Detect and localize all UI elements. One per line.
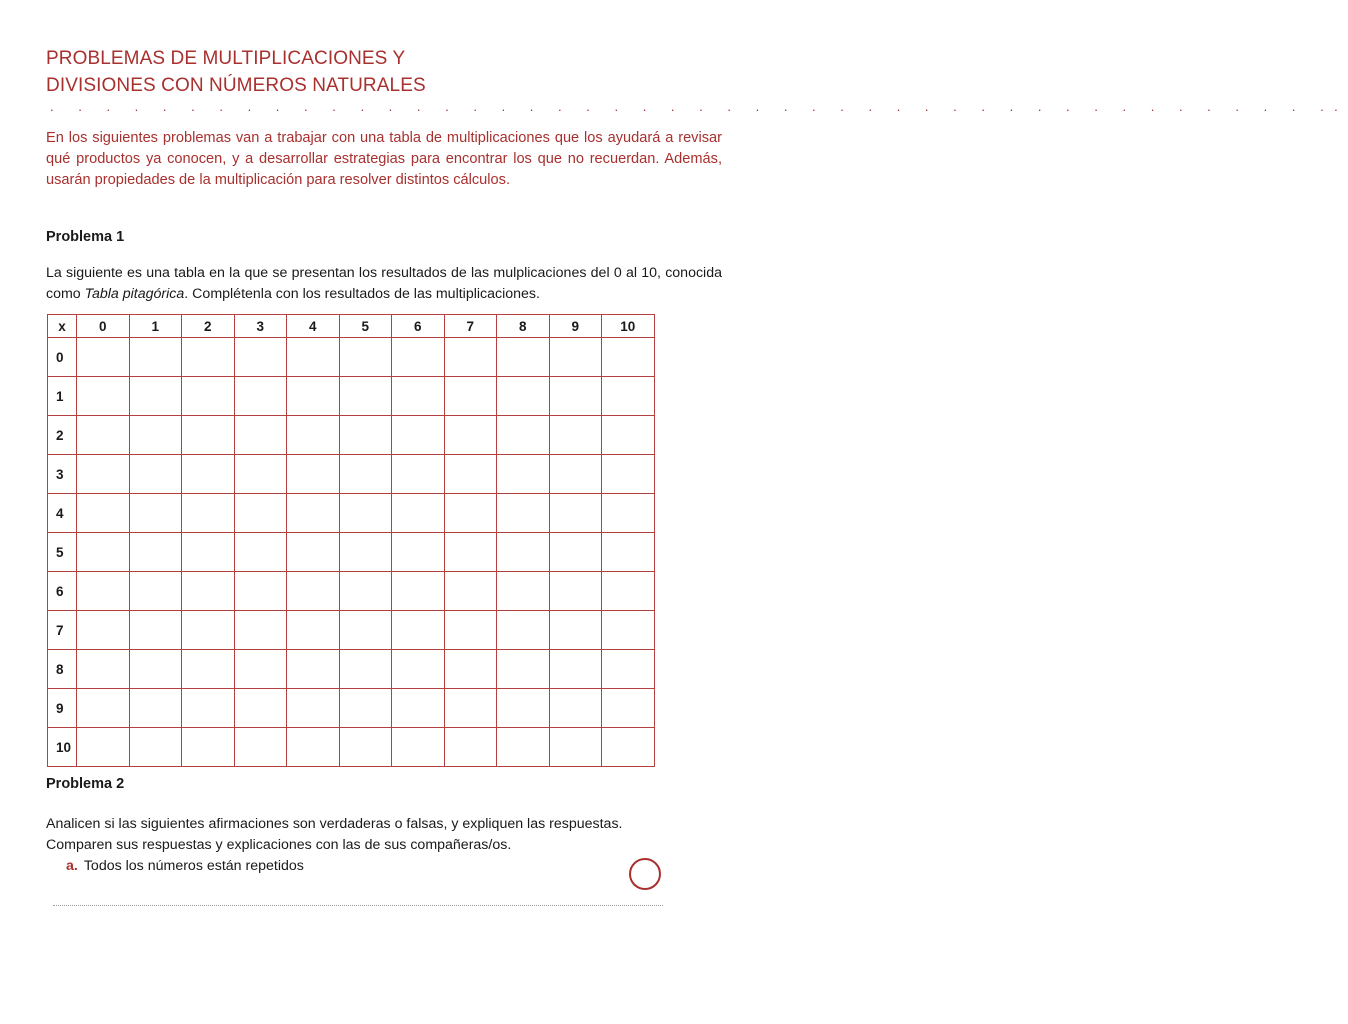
table-row [48, 572, 655, 611]
product-cell-3x0[interactable] [77, 455, 130, 494]
pythagorean-table [47, 314, 655, 767]
product-cell-4x7[interactable] [444, 494, 497, 533]
product-cell-3x6[interactable] [392, 455, 445, 494]
product-cell-10x6[interactable] [392, 728, 445, 767]
product-cell-6x9[interactable] [549, 572, 602, 611]
product-cell-4x10[interactable] [602, 494, 655, 533]
product-cell-4x8[interactable] [497, 494, 550, 533]
product-cell-9x8[interactable] [497, 689, 550, 728]
product-cell-7x7[interactable] [444, 611, 497, 650]
table-row [48, 455, 655, 494]
product-cell-6x3[interactable] [234, 572, 287, 611]
product-cell-1x3[interactable] [234, 377, 287, 416]
product-cell-8x6[interactable] [392, 650, 445, 689]
product-cell-3x2[interactable] [182, 455, 235, 494]
table-row [48, 689, 655, 728]
product-cell-5x10[interactable] [602, 533, 655, 572]
column-header-1: 1 [129, 315, 182, 338]
product-cell-0x3[interactable] [234, 338, 287, 377]
product-cell-1x7[interactable] [444, 377, 497, 416]
product-cell-6x10[interactable] [602, 572, 655, 611]
product-cell-3x10[interactable] [602, 455, 655, 494]
product-cell-5x0[interactable] [77, 533, 130, 572]
product-cell-2x9[interactable] [549, 416, 602, 455]
product-cell-7x0[interactable] [77, 611, 130, 650]
product-cell-7x2[interactable] [182, 611, 235, 650]
product-cell-3x9[interactable] [549, 455, 602, 494]
table-row [48, 416, 655, 455]
product-cell-9x6[interactable] [392, 689, 445, 728]
product-cell-0x5[interactable] [339, 338, 392, 377]
title-line-2: DIVISIONES CON NÚMEROS NATURALES [46, 75, 426, 96]
column-header-0: 0 [77, 315, 130, 338]
product-cell-3x4[interactable] [287, 455, 340, 494]
product-cell-7x9[interactable] [549, 611, 602, 650]
intro-paragraph: En los siguientes problemas van a trabajar con una tabla de multiplicaciones que los ayudará a revisar qué productos ya conocen, y a desarrollar estrategias para encontrar los que no recuerdan. Además, usarán propiedades de la multiplicación para resolver distintos cálculos. [46, 130, 722, 188]
product-cell-9x7[interactable] [444, 689, 497, 728]
statement-a-letter: a. [66, 858, 78, 874]
product-cell-2x1[interactable] [129, 416, 182, 455]
product-cell-6x1[interactable] [129, 572, 182, 611]
product-cell-0x2[interactable] [182, 338, 235, 377]
product-cell-5x2[interactable] [182, 533, 235, 572]
product-cell-10x8[interactable] [497, 728, 550, 767]
product-cell-2x6[interactable] [392, 416, 445, 455]
problem-2-text [46, 814, 686, 856]
product-cell-5x8[interactable] [497, 533, 550, 572]
table-row [48, 338, 655, 377]
product-cell-9x4[interactable] [287, 689, 340, 728]
title-line-1: PROBLEMAS DE MULTIPLICACIONES Y [46, 48, 406, 69]
problem-1-text-emph: Tabla pitagórica [84, 286, 185, 302]
table-row [48, 650, 655, 689]
problem-2-heading: Problema 2 [46, 776, 125, 792]
row-header-4: 4 [48, 494, 77, 533]
product-cell-9x1[interactable] [129, 689, 182, 728]
problem-1-text [46, 263, 722, 305]
problem-1-text-before: La siguiente es una tabla en la que se presentan los resultados de las mulplicaciones del 0 al 10, conocida como [46, 265, 722, 302]
product-cell-2x2[interactable] [182, 416, 235, 455]
product-cell-5x7[interactable] [444, 533, 497, 572]
product-cell-6x7[interactable] [444, 572, 497, 611]
product-cell-1x1[interactable] [129, 377, 182, 416]
row-header-7: 7 [48, 611, 77, 650]
problem-2-line-1: Analicen si las siguientes afirmaciones son verdaderas o falsas, y expliquen las respuestas. [46, 816, 623, 832]
product-cell-10x4[interactable] [287, 728, 340, 767]
row-header-0: 0 [48, 338, 77, 377]
product-cell-10x2[interactable] [182, 728, 235, 767]
product-cell-10x7[interactable] [444, 728, 497, 767]
column-header-8: 8 [497, 315, 550, 338]
product-cell-8x4[interactable] [287, 650, 340, 689]
product-cell-6x5[interactable] [339, 572, 392, 611]
product-cell-7x3[interactable] [234, 611, 287, 650]
product-cell-4x1[interactable] [129, 494, 182, 533]
product-cell-3x1[interactable] [129, 455, 182, 494]
product-cell-5x6[interactable] [392, 533, 445, 572]
product-cell-10x5[interactable] [339, 728, 392, 767]
product-cell-7x4[interactable] [287, 611, 340, 650]
column-header-4: 4 [287, 315, 340, 338]
product-cell-3x5[interactable] [339, 455, 392, 494]
column-header-7: 7 [444, 315, 497, 338]
table-row [48, 533, 655, 572]
problem-1-heading: Problema 1 [46, 229, 125, 245]
product-cell-4x5[interactable] [339, 494, 392, 533]
product-cell-1x4[interactable] [287, 377, 340, 416]
product-cell-0x8[interactable] [497, 338, 550, 377]
product-cell-5x3[interactable] [234, 533, 287, 572]
product-cell-4x4[interactable] [287, 494, 340, 533]
product-cell-2x0[interactable] [77, 416, 130, 455]
product-cell-7x1[interactable] [129, 611, 182, 650]
product-cell-8x9[interactable] [549, 650, 602, 689]
product-cell-10x9[interactable] [549, 728, 602, 767]
row-header-1: 1 [48, 377, 77, 416]
column-header-5: 5 [339, 315, 392, 338]
product-cell-8x7[interactable] [444, 650, 497, 689]
product-cell-2x8[interactable] [497, 416, 550, 455]
product-cell-10x3[interactable] [234, 728, 287, 767]
product-cell-9x0[interactable] [77, 689, 130, 728]
product-cell-9x9[interactable] [549, 689, 602, 728]
product-cell-4x9[interactable] [549, 494, 602, 533]
column-header-9: 9 [549, 315, 602, 338]
product-cell-1x5[interactable] [339, 377, 392, 416]
product-cell-0x0[interactable] [77, 338, 130, 377]
product-cell-4x6[interactable] [392, 494, 445, 533]
product-cell-1x9[interactable] [549, 377, 602, 416]
product-cell-7x5[interactable] [339, 611, 392, 650]
product-cell-1x2[interactable] [182, 377, 235, 416]
problem-2-line-2: Comparen sus respuestas y explicaciones con las de sus compañeras/os. [46, 837, 512, 853]
product-cell-0x7[interactable] [444, 338, 497, 377]
product-cell-0x1[interactable] [129, 338, 182, 377]
answer-circle[interactable] [629, 858, 661, 890]
row-header-5: 5 [48, 533, 77, 572]
product-cell-0x4[interactable] [287, 338, 340, 377]
table-row [48, 728, 655, 767]
product-cell-8x5[interactable] [339, 650, 392, 689]
row-header-6: 6 [48, 572, 77, 611]
product-cell-6x6[interactable] [392, 572, 445, 611]
product-cell-0x9[interactable] [549, 338, 602, 377]
row-header-2: 2 [48, 416, 77, 455]
product-cell-8x8[interactable] [497, 650, 550, 689]
product-cell-1x6[interactable] [392, 377, 445, 416]
column-header-10: 10 [602, 315, 655, 338]
product-cell-9x5[interactable] [339, 689, 392, 728]
product-cell-5x5[interactable] [339, 533, 392, 572]
product-cell-6x2[interactable] [182, 572, 235, 611]
product-cell-2x7[interactable] [444, 416, 497, 455]
product-cell-7x10[interactable] [602, 611, 655, 650]
row-header-10: 10 [48, 728, 77, 767]
product-cell-1x10[interactable] [602, 377, 655, 416]
product-cell-1x8[interactable] [497, 377, 550, 416]
answer-dotted-line[interactable] [53, 905, 663, 906]
product-cell-5x9[interactable] [549, 533, 602, 572]
product-cell-9x10[interactable] [602, 689, 655, 728]
product-cell-10x0[interactable] [77, 728, 130, 767]
product-cell-7x8[interactable] [497, 611, 550, 650]
product-cell-8x10[interactable] [602, 650, 655, 689]
product-cell-2x4[interactable] [287, 416, 340, 455]
product-cell-9x3[interactable] [234, 689, 287, 728]
product-cell-8x2[interactable] [182, 650, 235, 689]
product-cell-5x4[interactable] [287, 533, 340, 572]
product-cell-7x6[interactable] [392, 611, 445, 650]
table-row [48, 377, 655, 416]
column-header-2: 2 [182, 315, 235, 338]
product-cell-4x2[interactable] [182, 494, 235, 533]
product-cell-4x3[interactable] [234, 494, 287, 533]
dotted-separator: . . . . . . . . . . . . . . . . . . . . . . . . . . . . . . . . . . . . . . . . . . . . . .. [50, 99, 1348, 114]
table-row [48, 494, 655, 533]
row-header-3: 3 [48, 455, 77, 494]
product-cell-0x10[interactable] [602, 338, 655, 377]
product-cell-3x8[interactable] [497, 455, 550, 494]
product-cell-3x7[interactable] [444, 455, 497, 494]
table-row [48, 611, 655, 650]
product-cell-10x1[interactable] [129, 728, 182, 767]
product-cell-3x3[interactable] [234, 455, 287, 494]
problem-1-text-after: . Complétenla con los resultados de las multiplicaciones. [184, 286, 540, 302]
row-header-9: 9 [48, 689, 77, 728]
product-cell-10x10[interactable] [602, 728, 655, 767]
table-corner-cell: x [48, 315, 77, 338]
product-cell-8x3[interactable] [234, 650, 287, 689]
product-cell-6x4[interactable] [287, 572, 340, 611]
product-cell-4x0[interactable] [77, 494, 130, 533]
column-header-6: 6 [392, 315, 445, 338]
product-cell-8x1[interactable] [129, 650, 182, 689]
product-cell-8x0[interactable] [77, 650, 130, 689]
product-cell-0x6[interactable] [392, 338, 445, 377]
product-cell-2x5[interactable] [339, 416, 392, 455]
column-header-3: 3 [234, 315, 287, 338]
product-cell-6x0[interactable] [77, 572, 130, 611]
product-cell-1x0[interactable] [77, 377, 130, 416]
product-cell-9x2[interactable] [182, 689, 235, 728]
statement-a [66, 858, 304, 874]
product-cell-2x3[interactable] [234, 416, 287, 455]
table-header-row [48, 315, 655, 338]
product-cell-6x8[interactable] [497, 572, 550, 611]
page-title [46, 45, 646, 99]
row-header-8: 8 [48, 650, 77, 689]
product-cell-5x1[interactable] [129, 533, 182, 572]
product-cell-2x10[interactable] [602, 416, 655, 455]
statement-a-text: Todos los números están repetidos [83, 858, 304, 874]
